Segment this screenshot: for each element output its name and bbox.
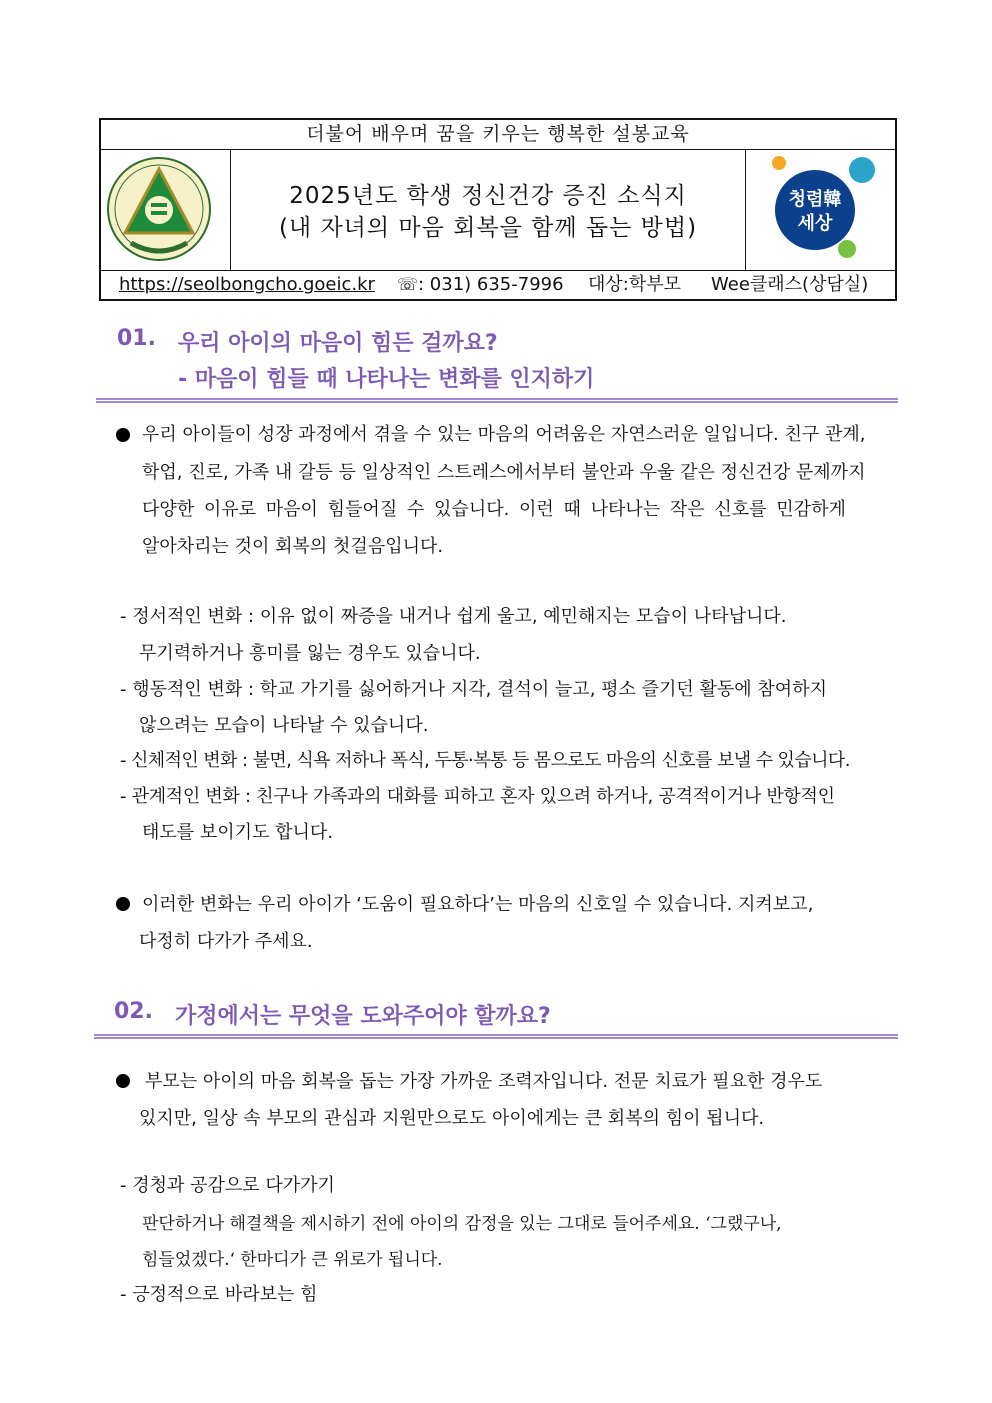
paragraph-line: 우리 아이들이 성장 과정에서 겪을 수 있는 마음의 어려움은 자연스러운 일입니다. 친구 관계,: [142, 424, 866, 445]
tip-item-body: 힘들었겠다.‘ 한마디가 큰 위로가 됩니다.: [142, 1250, 443, 1270]
paragraph-line: 이러한 변화는 우리 아이가 ‘도움이 필요하다’는 마음의 신호일 수 있습니다. 지켜보고,: [142, 894, 814, 915]
change-item-physical: - 신체적인 변화 : 불면, 식욕 저하나 폭식, 두통·복통 등 몸으로도 마음의 신호를 보낼 수 있습니다.: [120, 750, 850, 771]
school-logo: [101, 149, 231, 270]
change-item-continuation: 무기력하거나 흥미를 잃는 경우도 있습니다.: [139, 643, 481, 664]
change-item-continuation: 않으려는 모습이 나타날 수 있습니다.: [139, 715, 429, 736]
section2-number: 02.: [114, 999, 153, 1024]
newsletter-subtitle: (내 자녀의 마음 회복을 함께 돕는 방법): [278, 215, 698, 241]
paragraph-line: 알아차리는 것이 회복의 첫걸음입니다.: [142, 536, 444, 557]
paragraph-line: 있지만, 일상 속 부모의 관심과 지원만으로도 아이에게는 큰 회복의 힘이 됩니다.: [139, 1108, 765, 1129]
change-item-emotional: - 정서적인 변화 : 이유 없이 짜증을 내거나 쉽게 울고, 예민해지는 모습이 나타납니다.: [120, 606, 787, 627]
paragraph-line: 다양한 이유로 마음이 힘들어질 수 있습니다. 이런 때 나타나는 작은 신호를 민감하게: [142, 499, 846, 520]
section1-title: 우리 아이의 마음이 힘든 걸까요?: [178, 331, 498, 356]
paragraph-line: 부모는 아이의 마음 회복을 돕는 가장 가까운 조력자입니다. 전문 치료가 필요한 경우도: [145, 1071, 823, 1092]
svg-text:청렴韓: 청렴韓: [788, 189, 842, 210]
newsletter-title: 2025년도 학생 정신건강 증진 소식지: [289, 183, 687, 209]
school-seal-icon: [101, 149, 231, 270]
section1-divider: [96, 398, 898, 403]
change-item-behavioral: - 행동적인 변화 : 학교 가기를 싫어하거나 지각, 결석이 늘고, 평소 즐기던 활동에 참여하지: [120, 679, 827, 700]
section2-divider: [94, 1034, 898, 1039]
audience-label: 대상:학부모: [588, 274, 682, 295]
bullet-icon: [116, 1074, 130, 1088]
paragraph-line: 학업, 진로, 가족 내 갈등 등 일상적인 스트레스에서부터 불안과 우울 같은 정신건강 문제까지: [142, 462, 866, 483]
paragraph-line: 다정히 다가가 주세요.: [139, 931, 313, 952]
integrity-emblem-icon: [746, 149, 895, 270]
phone-number: : 031) 635-7996: [418, 274, 564, 295]
bullet-icon: [116, 428, 130, 442]
office-label: Wee클래스(상담실): [711, 274, 869, 295]
tip-item-body: 판단하거나 해결책을 제시하기 전에 아이의 감정을 있는 그대로 들어주세요. ‘그랬구나,: [142, 1214, 782, 1234]
tip-item-title: - 긍정적으로 바라보는 힘: [120, 1284, 318, 1305]
section1-subtitle: - 마음이 힘들 때 나타나는 변화를 인지하기: [178, 367, 595, 392]
tip-item-title: - 경청과 공감으로 다가가기: [120, 1175, 335, 1196]
bullet-icon: [116, 897, 130, 911]
svg-text:세상: 세상: [797, 213, 833, 234]
school-website-link[interactable]: https://seolbongcho.goeic.kr: [119, 274, 375, 295]
change-item-continuation: 태도를 보이기도 합니다.: [142, 822, 334, 843]
newsletter-header: [99, 118, 897, 301]
school-motto: 더불어 배우며 꿈을 키우는 행복한 설봉교육: [101, 120, 895, 150]
section2-title: 가정에서는 무엇을 도와주어야 할까요?: [175, 1004, 551, 1029]
contact-row: [101, 270, 895, 299]
telephone-icon: ☏: [397, 275, 419, 295]
change-item-relational: - 관계적인 변화 : 친구나 가족과의 대화를 피하고 혼자 있으려 하거나, 공격적이거나 반항적인: [120, 786, 835, 807]
section1-number: 01.: [117, 326, 156, 351]
integrity-emblem: [746, 149, 895, 270]
newsletter-title-block: [231, 149, 746, 270]
header-title-row: [101, 149, 895, 271]
